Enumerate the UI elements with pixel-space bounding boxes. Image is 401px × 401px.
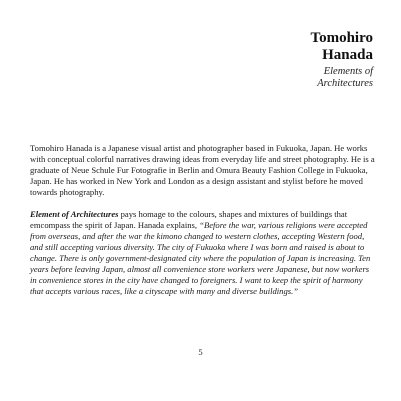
page-number: 5 xyxy=(198,347,203,357)
author-last-name: Hanada xyxy=(322,47,373,63)
project-description xyxy=(30,209,375,297)
work-title-line1: Elements of xyxy=(323,66,373,77)
author-name xyxy=(193,30,373,64)
work-title xyxy=(193,66,373,90)
body-content xyxy=(30,143,375,297)
artist-bio: Tomohiro Hanada is a Japanese visual artist and photographer based in Fukuoka, Japan. He works with conceptual colorful narratives drawing ideas from everyday life and street photography. He is a graduate of Neue Schule Fur Fotografie in Berlin and Omura Beauty Fashion College in Fukuoka, Japan. He has worked in New York and London as a design assistant and stylist before he moved towards photography. xyxy=(30,143,375,197)
author-first-name: Tomohiro xyxy=(310,30,373,46)
project-name: Element of Architectures xyxy=(30,209,119,219)
artist-quote: “Before the war, various religions were accepted from overseas, and after the war the kimono changed to western clothes, accepting Western food, and still accepting various diversity. The city of Fukuoka where I was born and raised is about to change. There is only government-designated city where the population of Japan is increasing. Ten years before leaving Japan, almost all convenience store workers were Japanese, but now workers in convenience stores in the city have changed to foreigners. I want to keep the spirit of harmony that accepts various races, like a cityscape with many and diverse buildings.” xyxy=(30,220,371,296)
work-title-line2: Architectures xyxy=(317,78,373,89)
page-header xyxy=(193,30,373,90)
project-intro: pays homage to the colours, shapes and mixtures of buildings that emcompass the spirit of Japan. Hanada explains, xyxy=(30,209,348,230)
